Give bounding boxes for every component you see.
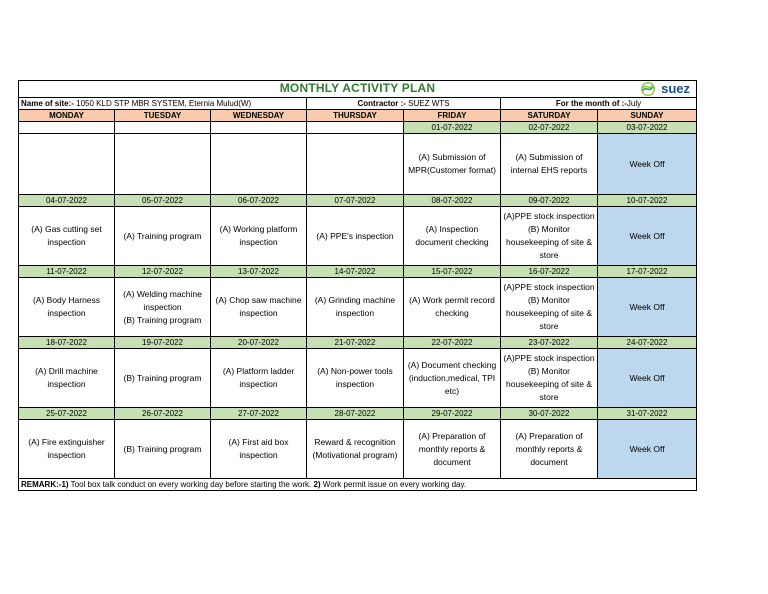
activity-row (19, 134, 697, 195)
remark-row (19, 479, 697, 491)
activity-cell (404, 207, 501, 266)
activity-cell (307, 207, 404, 266)
contractor-cell (307, 98, 501, 110)
date-cell: 09-07-2022 (501, 195, 598, 207)
activity-cell (404, 420, 501, 479)
day-header-wednesday: WEDNESDAY (211, 110, 307, 122)
activity-item: (B) Training program (123, 443, 202, 454)
activity-cell (211, 278, 307, 337)
site-value: 1050 KLD STP MBR SYSTEM, Eternia Mulud(W) (76, 99, 252, 108)
activity-item: (A) Working platform inspection (219, 224, 298, 247)
activity-cell (501, 134, 598, 195)
activity-cell (307, 420, 404, 479)
week-off-label: Week Off (629, 372, 665, 383)
date-cell: 30-07-2022 (501, 408, 598, 420)
day-header-saturday: SATURDAY (501, 110, 598, 122)
date-cell: 21-07-2022 (307, 337, 404, 349)
date-cell: 26-07-2022 (115, 408, 211, 420)
activity-item: (A) Chop saw machine inspection (215, 295, 302, 318)
logo-text: suez (661, 81, 690, 96)
day-header-row (19, 110, 697, 122)
date-cell: 07-07-2022 (307, 195, 404, 207)
activity-item: (A) Drill machine inspection (35, 366, 98, 389)
activity-cell (115, 134, 211, 195)
activity-cell (19, 207, 115, 266)
activity-item: (A) First aid box inspection (228, 437, 289, 460)
activity-cell (501, 207, 598, 266)
activity-item: (A) Submission of internal EHS reports (510, 152, 588, 175)
date-row (19, 337, 697, 349)
remark-point-1-text: Tool box talk conduct on every working day before starting the work. (68, 480, 314, 489)
title-cell (19, 81, 697, 98)
suez-swirl-logo-icon (637, 82, 659, 96)
activity-item: (A) Training program (123, 230, 202, 241)
activity-item: (A) Inspection document checking (415, 224, 489, 247)
activity-row (19, 349, 697, 408)
activity-item: (B) Monitor housekeeping of site & store (505, 366, 592, 402)
activity-cell (211, 349, 307, 408)
activity-cell (501, 278, 598, 337)
activity-item: (A) Document checking (induction,medical, TPI etc) (407, 359, 497, 396)
activity-cell (19, 349, 115, 408)
activity-row (19, 420, 697, 479)
activity-item: Reward & recognition (Motivational program) (312, 437, 398, 460)
date-cell: 14-07-2022 (307, 266, 404, 278)
activity-plan-sheet (18, 80, 696, 491)
date-cell: 29-07-2022 (404, 408, 501, 420)
contractor-label: Contractor :- (357, 99, 406, 108)
date-cell (211, 122, 307, 134)
activity-item: (B) Monitor housekeeping of site & store (505, 224, 592, 260)
remark-point-2-text: Work permit issue on every working day. (320, 480, 467, 489)
remark-cell (19, 479, 697, 491)
activity-plan-table (18, 80, 697, 491)
week-off-cell (598, 278, 697, 337)
site-cell (19, 98, 307, 110)
activity-cell (404, 349, 501, 408)
activity-cell (115, 349, 211, 408)
activity-item: (A) Submission of MPR(Customer format) (408, 152, 496, 175)
title-row (19, 81, 697, 98)
remark-point-2-number: 2) (313, 480, 321, 489)
activity-cell (115, 207, 211, 266)
week-off-cell (598, 420, 697, 479)
activity-item: (A) Grinding machine inspection (314, 295, 396, 318)
activity-item: (A)PPE stock inspection (503, 282, 595, 292)
date-cell: 02-07-2022 (501, 122, 598, 134)
info-row (19, 98, 697, 110)
day-header-monday: MONDAY (19, 110, 115, 122)
activity-item: (B) Monitor housekeeping of site & store (505, 295, 592, 331)
activity-cell (211, 420, 307, 479)
week-off-label: Week Off (629, 158, 665, 169)
activity-item: (A) Fire extinguisher inspection (28, 437, 105, 460)
activity-item: (A) Preparation of monthly reports & document (515, 430, 583, 467)
day-header-sunday: SUNDAY (598, 110, 697, 122)
date-cell: 04-07-2022 (19, 195, 115, 207)
week-off-cell (598, 349, 697, 408)
activity-cell (211, 134, 307, 195)
week-off-cell (598, 134, 697, 195)
activity-cell (501, 349, 598, 408)
site-label: Name of site:- (21, 99, 74, 108)
date-cell: 03-07-2022 (598, 122, 697, 134)
date-cell: 15-07-2022 (404, 266, 501, 278)
activity-item: (B) Training program (123, 314, 202, 325)
date-cell: 08-07-2022 (404, 195, 501, 207)
activity-item: (A)PPE stock inspection (503, 211, 595, 221)
date-cell (115, 122, 211, 134)
date-row (19, 408, 697, 420)
activity-cell (115, 420, 211, 479)
activity-cell (501, 420, 598, 479)
activity-cell (115, 278, 211, 337)
activity-item: (A) Preparation of monthly reports & document (418, 430, 486, 467)
activity-cell (307, 278, 404, 337)
week-off-label: Week Off (629, 443, 665, 454)
activity-cell (19, 420, 115, 479)
activity-item: (A) PPE's inspection (316, 230, 394, 241)
activity-cell (19, 134, 115, 195)
activity-cell (307, 349, 404, 408)
week-off-label: Week Off (629, 230, 665, 241)
date-cell: 06-07-2022 (211, 195, 307, 207)
date-cell: 13-07-2022 (211, 266, 307, 278)
date-cell: 31-07-2022 (598, 408, 697, 420)
activity-cell (404, 278, 501, 337)
activity-item: (A) Non-power tools inspection (317, 366, 393, 389)
activity-cell (211, 207, 307, 266)
date-cell (307, 122, 404, 134)
activity-cell (19, 278, 115, 337)
activity-cell (404, 134, 501, 195)
date-row (19, 122, 697, 134)
activity-row (19, 278, 697, 337)
date-cell: 01-07-2022 (404, 122, 501, 134)
activity-item: (A) Work permit record checking (409, 295, 495, 318)
month-value: July (626, 99, 642, 108)
date-cell: 27-07-2022 (211, 408, 307, 420)
week-off-label: Week Off (629, 301, 665, 312)
activity-item: (A) Gas cutting set inspection (31, 224, 102, 247)
remark-point-1-number: 1) (61, 480, 69, 489)
date-cell: 12-07-2022 (115, 266, 211, 278)
page-title: MONTHLY ACTIVITY PLAN (279, 81, 436, 95)
date-cell: 10-07-2022 (598, 195, 697, 207)
date-cell: 25-07-2022 (19, 408, 115, 420)
date-cell: 24-07-2022 (598, 337, 697, 349)
month-label: For the month of :- (555, 99, 627, 108)
date-cell: 17-07-2022 (598, 266, 697, 278)
date-cell (19, 122, 115, 134)
date-cell: 28-07-2022 (307, 408, 404, 420)
contractor-value: SUEZ WTS (408, 99, 450, 108)
activity-item: (A) Platform ladder inspection (222, 366, 295, 389)
activity-cell (307, 134, 404, 195)
suez-logo (637, 82, 690, 96)
date-row (19, 266, 697, 278)
date-cell: 20-07-2022 (211, 337, 307, 349)
date-cell: 16-07-2022 (501, 266, 598, 278)
activity-row (19, 207, 697, 266)
activity-item: (B) Training program (123, 372, 202, 383)
day-header-tuesday: TUESDAY (115, 110, 211, 122)
activity-item: (A)PPE stock inspection (503, 353, 595, 363)
activity-item: (A) Body Harness inspection (32, 295, 101, 318)
remark-label: REMARK:- (21, 480, 62, 489)
date-row (19, 195, 697, 207)
date-cell: 11-07-2022 (19, 266, 115, 278)
month-cell (501, 98, 697, 110)
activity-item: (A) Welding machine inspection (123, 288, 202, 312)
date-cell: 05-07-2022 (115, 195, 211, 207)
date-cell: 19-07-2022 (115, 337, 211, 349)
week-off-cell (598, 207, 697, 266)
day-header-friday: FRIDAY (404, 110, 501, 122)
day-header-thursday: THURSDAY (307, 110, 404, 122)
date-cell: 18-07-2022 (19, 337, 115, 349)
date-cell: 22-07-2022 (404, 337, 501, 349)
date-cell: 23-07-2022 (501, 337, 598, 349)
